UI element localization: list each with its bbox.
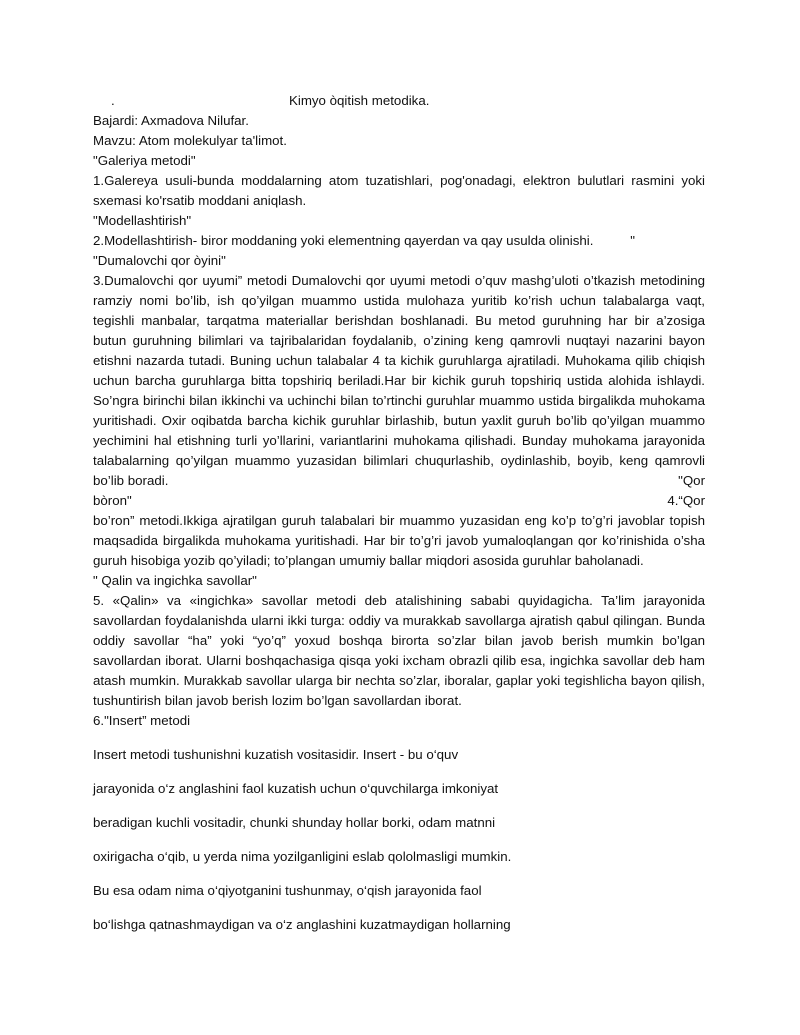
paragraph-line: oddiy savollar “ha” yoki “yo’q” yoxud boshqa birorta so’zlar bilan javob berish mumkin bo’lgan xyxy=(93,633,705,648)
paragraph-line: uchun barcha guruhlarga bitta topshiriq beriladi.Har bir kichik guruh topshiriq ustida alohida ishlaydi. xyxy=(93,373,705,388)
thick-thin-heading: " Qalin va ingichka savollar" xyxy=(93,573,257,588)
modelling-heading: "Modellashtirish" xyxy=(93,213,192,228)
paragraph-line: 3.Dumalovchi qor uyumi” metodi Dumalovchi qor uyumi metodi o’quv mashg’uloti o’tkazish metodining xyxy=(93,273,705,288)
paragraph-line: atash mumkin. Murakkab savollar ularga bir nechta so’zlar, iboralar, gaplar yoki tegishlicha bayon qilish, xyxy=(93,673,705,688)
paragraph-line xyxy=(93,491,705,511)
paragraph-line: 1.Galereya usuli-bunda moddalarning atom tuzatishlari, pog'onadagi, elektron bulutlari rasmini yoki xyxy=(93,173,705,188)
document-page xyxy=(93,91,705,949)
insert-line: oxirigacha o‘qib, u yerda nima yozilganligini eslab qololmasligi mumkin. xyxy=(93,849,512,864)
insert-line: Insert metodi tushunishni kuzatish vositasidir. Insert - bu o‘quv xyxy=(93,747,459,762)
paragraph-line: talabalarning qo’yilgan muammo yuzasidan bilimlari chuqurlashib, oydinlashib, boyib, keng qamrovli xyxy=(93,453,705,468)
paragraph-line: guruh hisobiga yozib qo’yiladi; to’plangan umumiy ballar miqdori asosida guruhlar baholanadi. xyxy=(93,553,644,568)
topic-line: Mavzu: Atom molekulyar ta'limot. xyxy=(93,133,287,148)
paragraph-line: savollardan foydalanishda ularni ikki turga: oddiy va murakkab savollarga ajratish qabul qilingan. Bunda xyxy=(93,613,705,628)
paragraph-line: ramziy nomi bo’lib, ish qo’yilgan muammo ustida mulohaza yuritib ko’rish uchun talabalarga vaqt, xyxy=(93,293,705,308)
paragraph-line: etishni nazarda tutadi. Buning uchun talabalar 4 ta kichik guruhlarga ajratiladi. Muhokama qilib chiqish xyxy=(93,353,705,368)
paragraph-line: savollardan iborat. Ularni boshqachasiga qisqa yoki ixcham obrazli qilib esa, ingichka savollar deb ham xyxy=(93,653,705,668)
paragraph-line: maqsadida birgalikda muhokama yuritishadi. Har bir to’g’ri javob yumaloqlangan qor ko’rinishida o’sha xyxy=(93,533,705,548)
snowstorm-heading-start: "Qor xyxy=(678,473,705,488)
snowstorm-heading-end: bòron" xyxy=(93,493,132,508)
paragraph-line: bo’ron” metodi.Ikkiga ajratilgan guruh talabalari bir muammo yuzasidan eng ko’p to’g’ri javoblar topish xyxy=(93,513,705,528)
paragraph-line xyxy=(93,471,705,491)
insert-line: jarayonida o‘z anglashini faol kuzatish uchun o‘quvchilarga imkoniyat xyxy=(93,781,499,796)
paragraph-line: butun guruhning bilimlari va tajribalaridan foydalanib, o’zining keng qamrovli nuqtayi nazarini bayon xyxy=(93,333,705,348)
paragraph-line: sxemasi ko'rsatib moddani aniqlash. xyxy=(93,193,307,208)
insert-line: bo‘lishga qatnashmaydigan va o‘z anglashini kuzatmaydigan hollarning xyxy=(93,917,511,932)
paragraph-line: yuritishadi. Oxir oqibatda barcha kichik guruhlar birlashib, butun yaxlit guruh bo’lib qo’yilgan muammo xyxy=(93,413,705,428)
paragraph-line: tushuntirish bilan javob berish lozim bo’lgan savollardan iborat. xyxy=(93,693,462,708)
modelling-text: 2.Modellashtirish- biror moddaning yoki elementning qayerdan va qay usulda olinishi. xyxy=(93,233,594,248)
insert-heading: 6."Insert” metodi xyxy=(93,713,191,728)
snowstorm-item-start: 4.“Qor xyxy=(667,493,705,508)
snowball-heading: "Dumalovchi qor òyini" xyxy=(93,253,226,268)
gallery-heading: "Galeriya metodi" xyxy=(93,153,196,168)
insert-line: beradigan kuchli vositadir, chunki shunday hollar borki, odam matnni xyxy=(93,815,496,830)
paragraph-line: yechimini hal etishning turli yo’llarini, variantlarini muhokama qilishadi. Bunday muhokama jarayonida xyxy=(93,433,705,448)
insert-line: Bu esa odam nima o‘qiyotganini tushunmay, o‘qish jarayonida faol xyxy=(93,883,482,898)
paragraph-line xyxy=(93,231,705,251)
paragraph-end-text: bo’lib boradi. xyxy=(93,473,169,488)
author-line: Bajardi: Axmadova Nilufar. xyxy=(93,113,249,128)
stray-quote: " xyxy=(630,233,635,248)
document-title: Kimyo òqitish metodika. xyxy=(289,93,430,108)
leading-dot: . xyxy=(111,93,115,108)
paragraph-line: 5. «Qalin» va «ingichka» savollar metodi deb atalishining sababi quyidagicha. Ta’lim jarayonida xyxy=(93,593,705,608)
spacer xyxy=(93,731,705,745)
title-row xyxy=(93,91,705,111)
paragraph-line: So’ngra birinchi bilan ikkinchi va uchinchi bilan to’rtinchi guruhlar muammo ustida birgalikda muhokama xyxy=(93,393,705,408)
paragraph-line: tegishli manbalar, tarqatma materiallar berishdan boshlanadi. Bu metod guruhning har bir a’zosiga xyxy=(93,313,705,328)
